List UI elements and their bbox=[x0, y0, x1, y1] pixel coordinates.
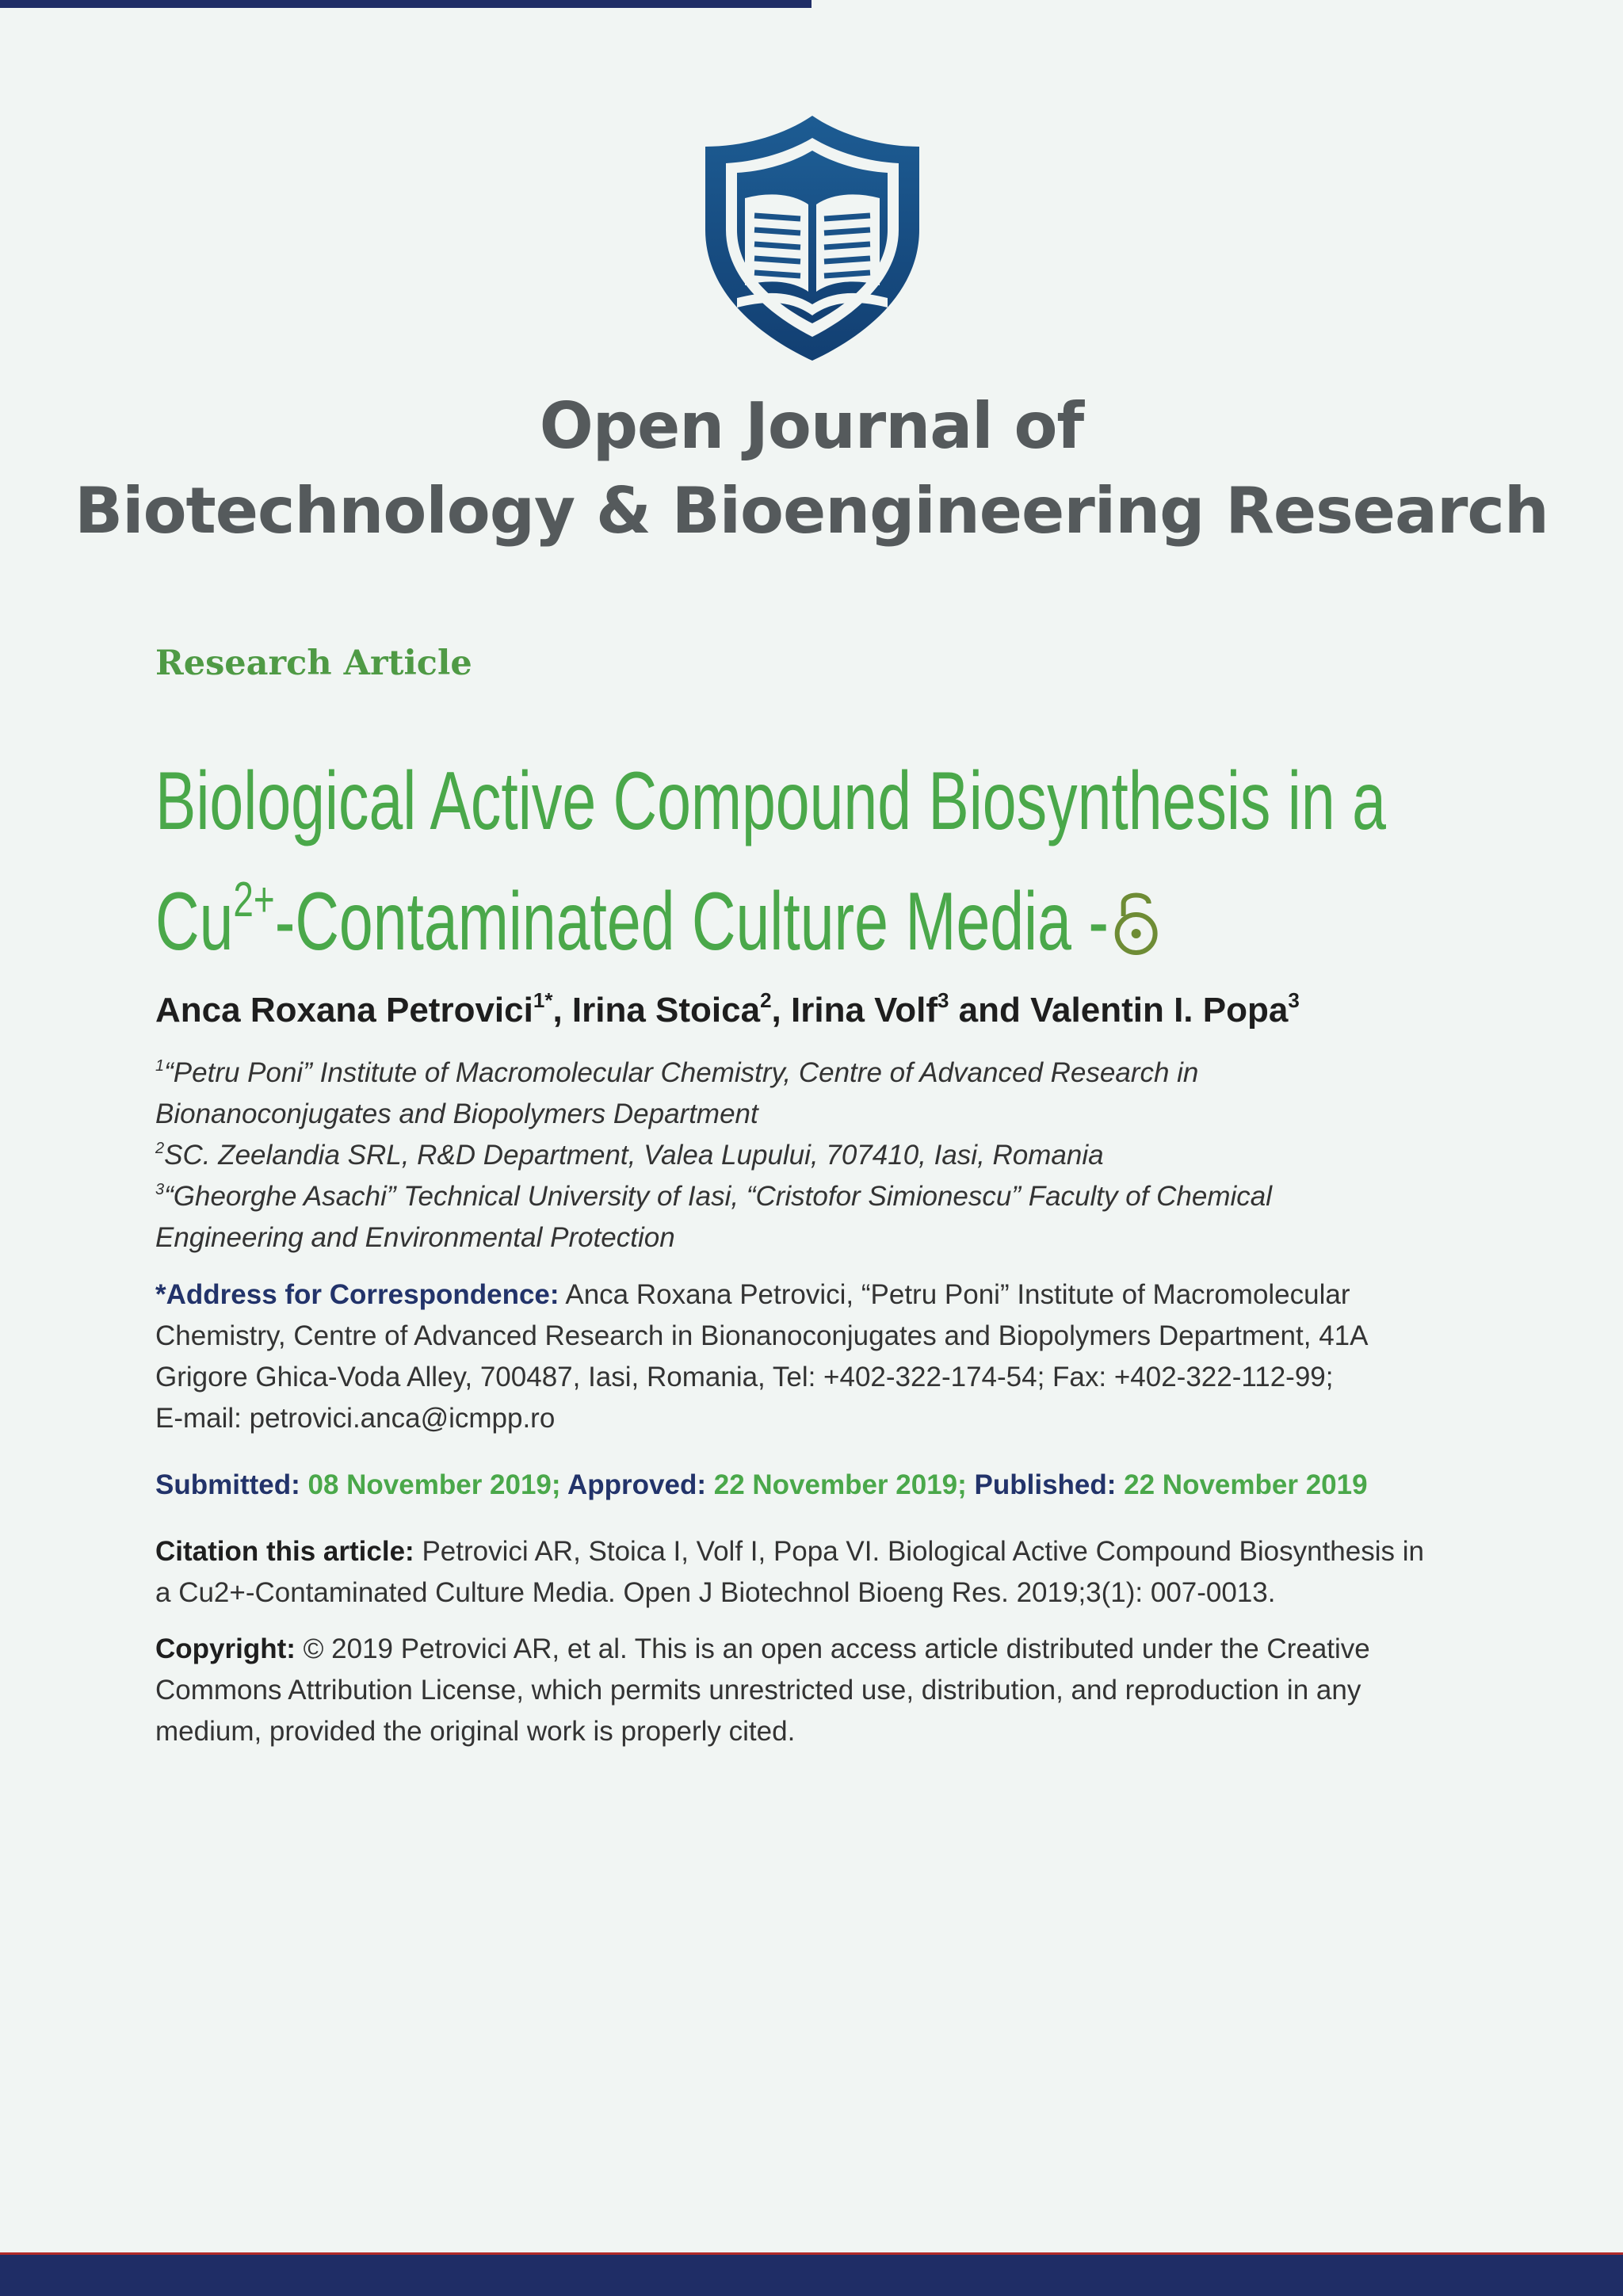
email-link[interactable]: E-mail: petrovici.anca@icmpp.ro bbox=[155, 1403, 556, 1434]
article-type: Research Article bbox=[155, 644, 472, 683]
article-title-line1: Biological Active Compound Biosynthesis in a bbox=[155, 755, 1386, 847]
author-list: Anca Roxana Petrovici$^{1*}$, Irina Stoica$^2$, Irina Volf$^3$ and Valentin I. Popa$^3$ bbox=[155, 988, 1300, 1030]
affiliation-1: $^1$“Petru Poni” Institute of Macromolecular Chemistry, Centre of Advanced Research in Bionanoconjugates and Biopolymers Department bbox=[155, 1057, 1199, 1129]
publication-dates: Submitted: 08 November 2019; Approved: 22 November 2019; Published: 22 November 2019 bbox=[155, 1469, 1368, 1500]
published-date: 22 November 2019 bbox=[1116, 1469, 1368, 1500]
author[interactable]: Valentin I. Popa bbox=[1030, 991, 1289, 1030]
bottom-accent-bar bbox=[0, 2252, 1623, 2296]
journal-title-line1: Open Journal of bbox=[539, 389, 1084, 463]
open-lock-icon[interactable] bbox=[1112, 884, 1159, 956]
affiliation-3: $^3$“Gheorghe Asachi” Technical University of Iasi, “Cristofor Simionescu” Faculty of Chemical Engineering and Environmental Protection bbox=[155, 1181, 1273, 1253]
approved-date: 22 November 2019; bbox=[706, 1469, 967, 1500]
shield-book-icon bbox=[697, 111, 927, 365]
copyright: Copyright: © 2019 Petrovici AR, et al. This is an open access article distributed under the Creative Commons Attribution License, which permits unrestricted use, distribution, and reproduction in any medium, provided the original work is properly cited. bbox=[155, 1633, 1370, 1747]
top-accent-bar bbox=[0, 0, 812, 8]
affiliation-2: $^2$SC. Zeelandia SRL, R&D Department, Valea Lupului, 707410, Iasi, Romania bbox=[155, 1140, 1104, 1171]
correspondence: *Address for Correspondence: Anca Roxana Petrovici, “Petru Poni” Institute of Macromolecular Chemistry, Centre of Advanced Research in Bionanoconjugates and Biopolymers Department, 41A Grigore Ghica-Voda Alley, 700487, Iasi, Romania, Tel: +402-322-174-54; Fax: +402-322-112-99; E-mail: petrovici.anca@icmpp.ro bbox=[155, 1279, 1369, 1434]
affiliations bbox=[155, 1052, 1487, 1259]
submitted-date: 08 November 2019; bbox=[300, 1469, 561, 1500]
correspondence-label: *Address for Correspondence: bbox=[155, 1279, 559, 1310]
author[interactable]: Anca Roxana Petrovici bbox=[155, 991, 533, 1030]
author[interactable]: Irina Stoica bbox=[571, 991, 761, 1030]
author[interactable]: Irina Volf bbox=[791, 991, 938, 1030]
citation: Citation this article: Petrovici AR, Stoica I, Volf I, Popa VI. Biological Active Compound Biosynthesis in a Cu2+-Contaminated Culture Media. Open J Biotechnol Bioeng Res. 2019;3(1): 007-0013. bbox=[155, 1536, 1424, 1608]
journal-title-line2: Biotechnology & Bioengineering Research bbox=[74, 474, 1549, 548]
article-title bbox=[155, 741, 1386, 982]
article-title-line2: $Cu^{2+}$-Contaminated Culture Media - bbox=[155, 861, 1152, 982]
